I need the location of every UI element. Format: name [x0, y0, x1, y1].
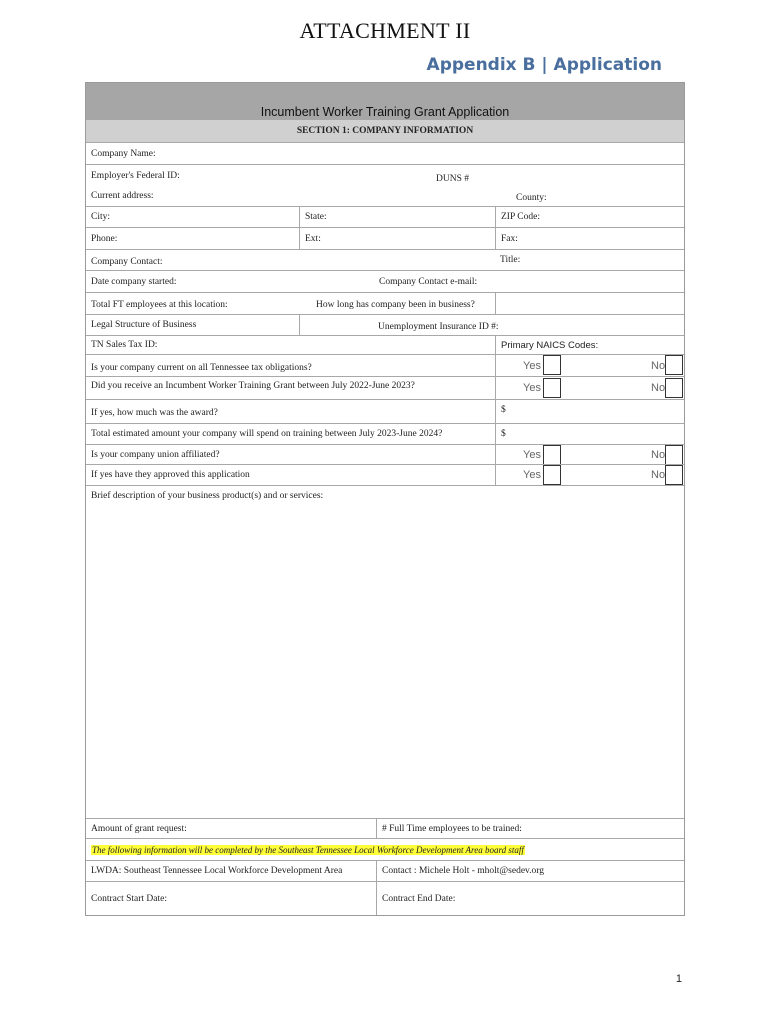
prior-grant-yes-label: Yes	[495, 377, 684, 399]
union-approved-yes-label: Yes	[495, 465, 684, 485]
lwda-text: LWDA: Southeast Tennessee Local Workforce Development Area	[91, 866, 343, 876]
contract-start-field[interactable]: Contract Start Date:	[91, 893, 167, 904]
row-sales-tax	[86, 335, 684, 354]
contract-end-field[interactable]: Contract End Date:	[376, 882, 684, 915]
section-heading: SECTION 1: COMPANY INFORMATION	[86, 120, 684, 142]
union-question: Is your company union affiliated?	[91, 449, 220, 460]
current-address-field[interactable]: Current address:	[91, 191, 154, 201]
award-amount-field[interactable]: $	[495, 400, 684, 423]
document-title: ATTACHMENT II	[299, 18, 471, 43]
ft-trained-field[interactable]: # Full Time employees to be trained:	[376, 819, 684, 838]
prior-grant-no-label: No	[651, 382, 666, 394]
company-name-field[interactable]: Company Name:	[91, 148, 156, 159]
tax-current-question: Is your company current on all Tennessee tax obligations?	[91, 362, 312, 373]
total-ft-field[interactable]: Total FT employees at this location:	[91, 300, 228, 310]
union-approved-yes-checkbox[interactable]	[543, 465, 561, 485]
how-long-answer[interactable]	[495, 293, 684, 314]
row-union-approved	[86, 464, 684, 485]
union-no-checkbox[interactable]	[665, 445, 683, 465]
row-company-name	[86, 142, 684, 164]
row-legal	[86, 314, 684, 335]
tn-sales-tax-field[interactable]: TN Sales Tax ID:	[91, 340, 158, 350]
form-heading: Incumbent Worker Training Grant Application	[86, 83, 684, 120]
ext-field[interactable]: Ext:	[299, 228, 495, 249]
total-training-question: Total estimated amount your company will spend on training between July 2023-June 2024?	[91, 429, 443, 439]
fax-field[interactable]: Fax:	[495, 228, 684, 249]
application-form	[85, 82, 685, 916]
description-textarea[interactable]	[86, 506, 684, 819]
prior-grant-yes-checkbox[interactable]	[543, 378, 561, 398]
grant-request-field[interactable]: Amount of grant request:	[91, 823, 187, 834]
page-number: 1	[675, 973, 682, 985]
union-approved-question: If yes have they approved this application	[91, 470, 250, 480]
union-approved-no-checkbox[interactable]	[665, 465, 683, 485]
row-total-training	[86, 423, 684, 444]
tax-current-yes-label: Yes	[495, 355, 684, 376]
union-approved-no-label: No	[651, 469, 666, 481]
row-prior-grant	[86, 376, 684, 399]
row-date-started	[86, 270, 684, 292]
row-address	[86, 186, 684, 206]
naics-field[interactable]: Primary NAICS Codes:	[495, 336, 684, 354]
company-contact-field[interactable]: Company Contact:	[91, 257, 163, 267]
union-yes-label: Yes	[495, 445, 684, 464]
state-field[interactable]: State:	[299, 207, 495, 227]
city-field[interactable]: City:	[91, 212, 111, 222]
union-no-label: No	[651, 448, 666, 461]
staff-note: The following information will be completed by the Southeast Tennessee Local Workforce Development Area board staff	[92, 844, 524, 855]
tax-current-no-label: No	[651, 359, 666, 372]
row-contract-dates	[86, 881, 684, 915]
legal-structure-field[interactable]: Legal Structure of Business	[91, 320, 197, 330]
contact-email-field[interactable]: Company Contact e-mail:	[379, 276, 478, 287]
row-phone	[86, 227, 684, 249]
row-federal-id	[86, 164, 684, 186]
county-field[interactable]: County:	[516, 193, 547, 203]
total-training-field[interactable]: $	[495, 424, 684, 444]
row-description	[86, 485, 684, 818]
row-city	[86, 206, 684, 227]
date-started-field[interactable]: Date company started:	[91, 276, 177, 287]
tax-current-yes-checkbox[interactable]	[543, 355, 561, 375]
prior-grant-no-checkbox[interactable]	[665, 378, 683, 398]
unemployment-id-field[interactable]: Unemployment Insurance ID #:	[299, 315, 684, 335]
row-lwda	[86, 860, 684, 881]
appendix-subtitle: Appendix B | Application	[426, 55, 662, 75]
phone-field[interactable]: Phone:	[91, 233, 118, 244]
prior-grant-question: Did you receive an Incumbent Worker Training Grant between July 2022-June 2023?	[91, 381, 415, 391]
row-tax-current	[86, 354, 684, 376]
zip-field[interactable]: ZIP Code:	[495, 207, 684, 227]
description-field-label: Brief description of your business product(s) and or services:	[91, 491, 324, 501]
row-total-ft	[86, 292, 684, 314]
federal-id-field[interactable]: Employer's Federal ID:	[91, 170, 180, 181]
union-yes-checkbox[interactable]	[543, 445, 561, 465]
row-staff-note	[86, 838, 684, 860]
row-award	[86, 399, 684, 423]
duns-field[interactable]: DUNS #	[436, 173, 469, 184]
row-union	[86, 444, 684, 464]
staff-note-cell	[86, 839, 684, 860]
row-grant-request	[86, 818, 684, 838]
row-contact	[86, 249, 684, 270]
title-field[interactable]: Title:	[500, 255, 521, 265]
award-question: If yes, how much was the award?	[91, 408, 218, 418]
tax-current-no-checkbox[interactable]	[665, 355, 683, 375]
how-long-field[interactable]: How long has company been in business?	[316, 300, 475, 310]
contact-text: Contact : Michele Holt - mholt@sedev.org	[376, 861, 684, 881]
